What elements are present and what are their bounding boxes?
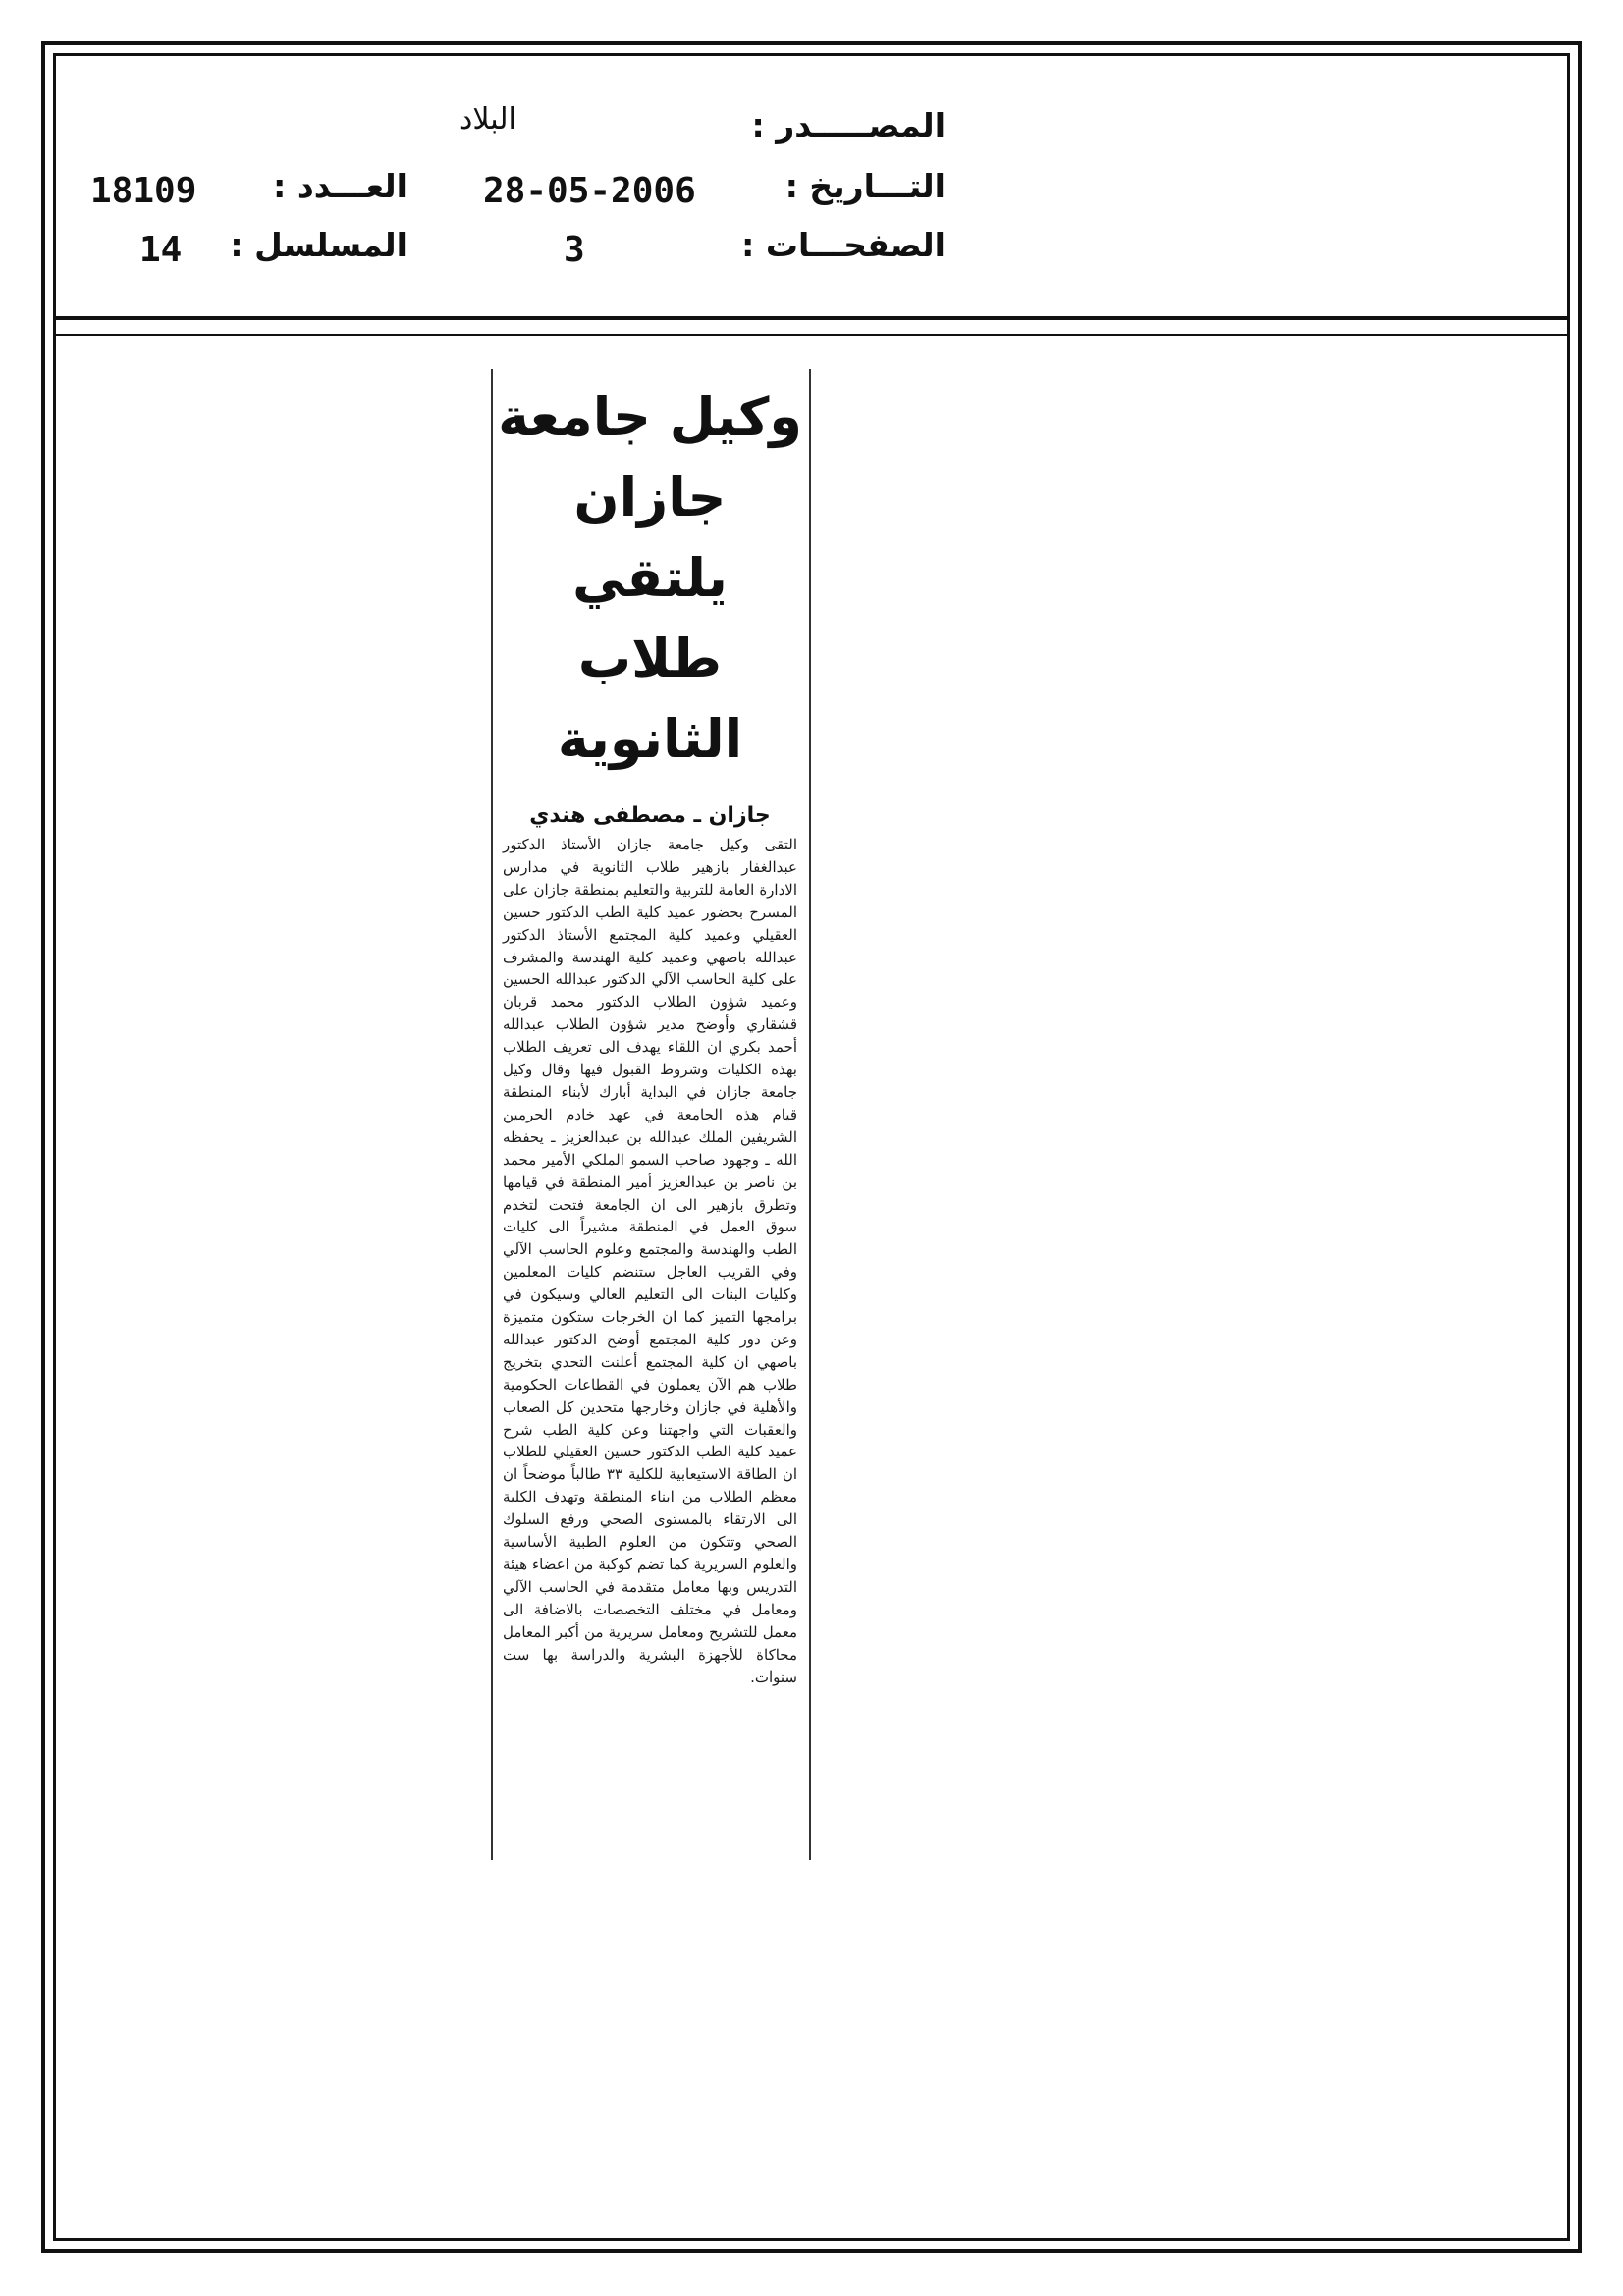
article-byline: جازان ـ مصطفى هندي <box>529 803 771 828</box>
news-article <box>497 369 803 1688</box>
source-value: البلاد <box>460 102 516 137</box>
headline-line-2: يلتقي طلاب الثانوية <box>557 547 743 770</box>
inner-border <box>53 53 1570 2241</box>
date-value: 28-05-2006 <box>483 171 696 211</box>
header-divider-thick <box>53 316 1570 320</box>
article-headline <box>497 377 803 780</box>
column-rule-right <box>809 369 811 1860</box>
issue-value: 18109 <box>90 171 197 211</box>
source-label: المصـــــدر : <box>751 106 946 144</box>
headline-line-1: وكيل جامعة جازان <box>498 386 802 528</box>
serial-value: 14 <box>139 230 183 270</box>
column-rule-left <box>491 369 493 1860</box>
article-body: التقى وكيل جامعة جازان الأستاذ الدكتور عبدالغفار بازهير طلاب الثانوية في مدارس الادارة العامة للتربية والتعليم بمنطقة جازان على المسرح بحضور عميد كلية الطب الدكتور حسين العقيلي وعميد كلية المجتمع الأستاذ الدكتور عبدالله باصهي وعميد كلية الهندسة والمشرف على كلية الحاسب الآلي الدكتور عبدالله الحسين وعميد شؤون الطلاب الدكتور محمد قربان قشقاري وأوضح مدير شؤون الطلاب عبدالله أحمد بكري ان اللقاء يهدف الى تعريف الطلاب بهذه الكليات وشروط القبول فيها وقال وكيل جامعة جازان في البداية أبارك لأبناء المنطقة قيام هذه الجامعة في عهد خادم الحرمين الشريفين الملك عبدالله بن عبدالعزيز ـ يحفظه الله ـ وجهود صاحب السمو الملكي الأمير محمد بن ناصر بن عبدالعزيز أمير المنطقة في قيامها وتطرق بازهير الى ان الجامعة فتحت لتخدم سوق العمل في المنطقة مشيراً الى كليات الطب والهندسة والمجتمع وعلوم الحاسب الآلي وفي القريب العاجل ستنضم كليات المعلمين وكليات البنات الى التعليم العالي وسيكون في برامجها التميز كما ان الخرجات ستكون متميزة وعن دور كلية المجتمع أوضح الدكتور عبدالله باصهي ان كلية المجتمع أعلنت التحدي بتخريج طلاب هم الآن يعملون في القطاعات الحكومية والأهلية في جازان وخارجها متحدين كل الصعاب والعقبات التي واجهتنا وعن كلية الطب شرح عميد كلية الطب الدكتور حسين العقيلي للطلاب ان الطاقة الاستيعابية للكلية ٣٣ طالباً موضحاً ان معظم الطلاب من ابناء المنطقة وتهدف الكلية الى الارتقاء بالمستوى الصحي ورفع السلوك الصحي وتتكون من العلوم الطبية الأساسية والعلوم السريرية كما تضم كوكبة من اعضاء هيئة التدريس وبها معامل متقدمة في الحاسب الآلي ومعامل في مختلف التخصصات بالاضافة الى معمل للتشريح ومعامل سريرية من أكبر المعامل محاكاة للأجهزة البشرية والدراسة بها ست سنوات. <box>503 836 798 1686</box>
issue-label: العـــدد : <box>273 167 407 205</box>
pages-label: الصفحـــات : <box>741 226 946 264</box>
date-label: التـــاريخ : <box>784 167 946 205</box>
header-divider-thin <box>53 334 1570 336</box>
serial-label: المسلسل : <box>230 226 407 264</box>
pages-value: 3 <box>564 230 585 270</box>
